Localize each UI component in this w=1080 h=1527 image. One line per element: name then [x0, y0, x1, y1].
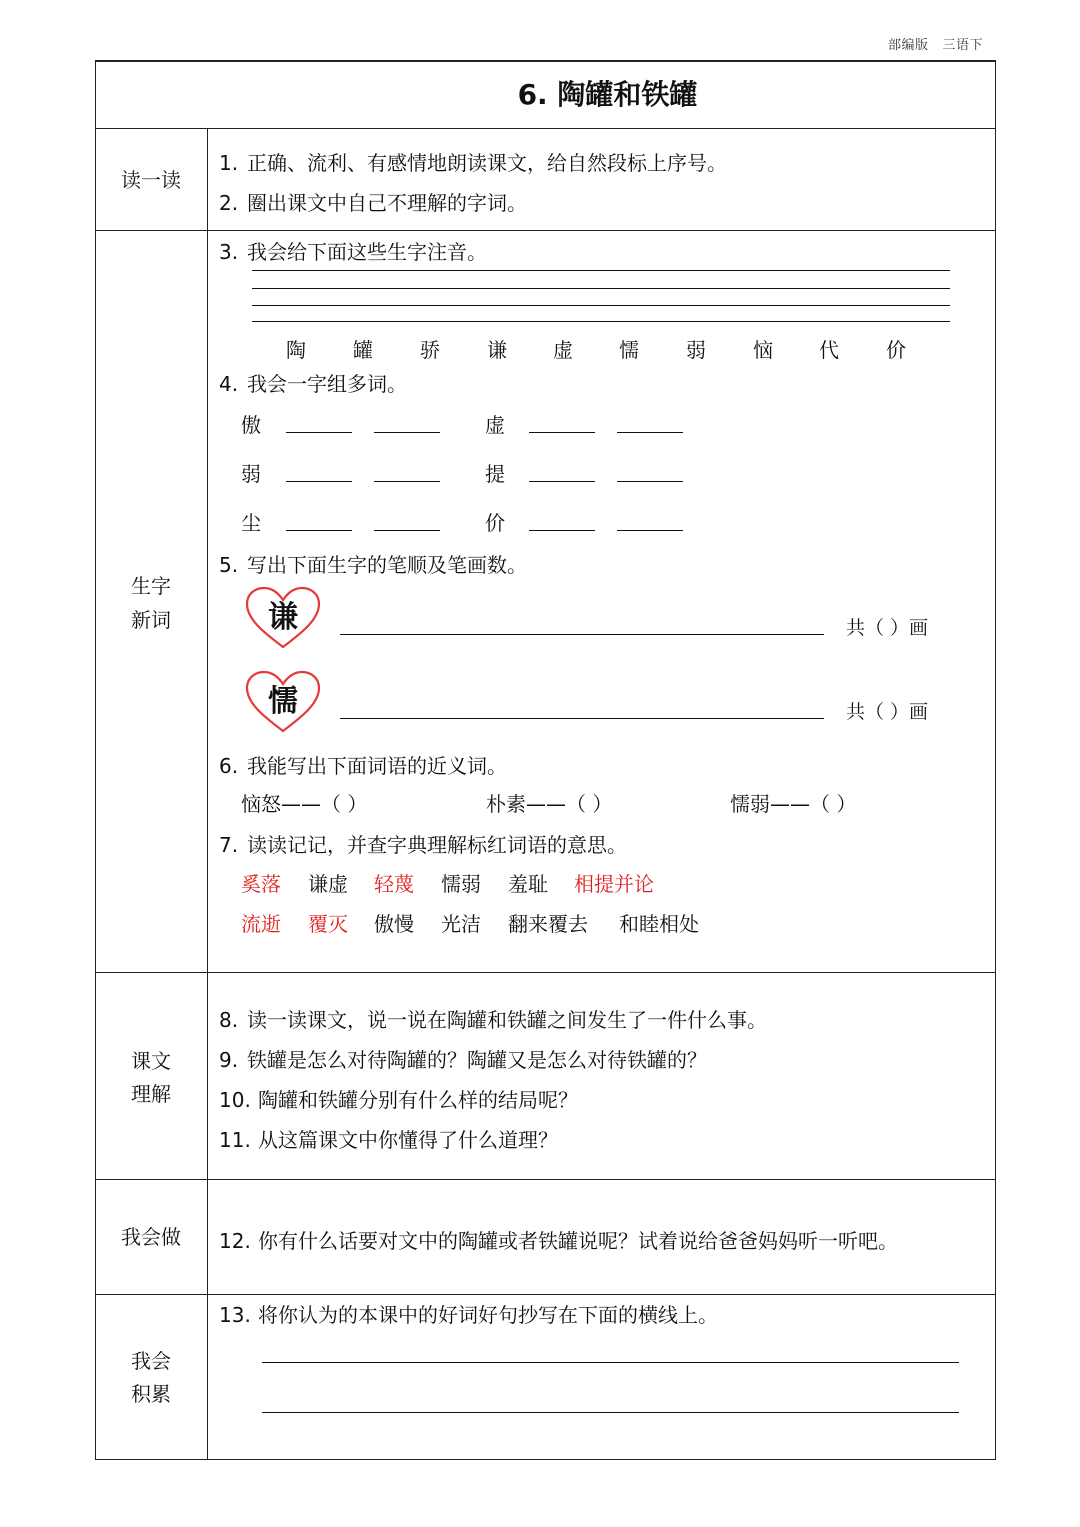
- vocab-word: 和睦相处: [619, 912, 699, 936]
- stroke-order-line[interactable]: [340, 718, 824, 719]
- synonym-item: 恼怒——（ ）: [241, 792, 368, 816]
- row-divider: [95, 128, 995, 129]
- pinyin-char: 虚: [553, 338, 573, 362]
- vocab-word: 光洁: [441, 912, 481, 936]
- word-group-char: 尘: [241, 511, 261, 535]
- section-understand-label-1: 课文: [131, 1049, 171, 1073]
- question-10: [219, 1084, 578, 1113]
- highlighted-word: 轻蔑: [374, 872, 414, 896]
- question-number: 8.: [219, 1008, 239, 1032]
- question-text: 陶罐和铁罐分别有什么样的结局呢？: [258, 1088, 578, 1112]
- word-group-char: 提: [485, 462, 505, 486]
- answer-blank[interactable]: [529, 530, 595, 531]
- answer-blank[interactable]: [286, 432, 352, 433]
- synonym-item: 朴素——（ ）: [486, 792, 613, 816]
- stroke-count-label: 共（ ）画: [846, 617, 929, 639]
- question-number: 11.: [219, 1128, 251, 1152]
- answer-blank[interactable]: [617, 481, 683, 482]
- table-right-border: [995, 60, 996, 1460]
- pinyin-char: 代: [819, 338, 839, 362]
- highlighted-word: 相提并论: [574, 872, 654, 896]
- column-divider: [207, 128, 208, 1460]
- pinyin-char: 骄: [420, 338, 440, 362]
- edition-label: 部编版: [888, 38, 929, 53]
- row-divider: [95, 1294, 995, 1295]
- table-bottom-border: [95, 1459, 995, 1460]
- writing-line[interactable]: [262, 1362, 959, 1363]
- question-12: [219, 1225, 898, 1254]
- question-number: 10.: [219, 1088, 251, 1112]
- answer-blank[interactable]: [374, 530, 440, 531]
- question-8: [219, 1004, 767, 1033]
- question-text: 写出下面生字的笔顺及笔画数。: [247, 553, 527, 577]
- question-2: [219, 187, 527, 216]
- section-do-label: 我会做: [121, 1225, 181, 1249]
- question-number: 13.: [219, 1303, 251, 1327]
- pinyin-char: 谦: [487, 338, 507, 362]
- stroke-char: 懦: [268, 684, 298, 719]
- vocab-word: 懦弱: [441, 872, 481, 896]
- question-number: 2.: [219, 191, 239, 215]
- question-text: 读一读课文，说一说在陶罐和铁罐之间发生了一件什么事。: [247, 1008, 767, 1032]
- section-understand-label-2: 理解: [131, 1082, 171, 1106]
- pinyin-char: 陶: [286, 338, 306, 362]
- answer-blank[interactable]: [529, 432, 595, 433]
- question-1: [219, 147, 727, 176]
- question-number: 12.: [219, 1229, 251, 1253]
- pinyin-char: 价: [886, 338, 906, 362]
- pinyin-char: 恼: [753, 338, 773, 362]
- pinyin-line: [252, 321, 950, 322]
- question-text: 正确、流利、有感情地朗读课文，给自然段标上序号。: [247, 151, 727, 175]
- question-number: 9.: [219, 1048, 239, 1072]
- pinyin-char: 罐: [353, 338, 373, 362]
- stroke-char: 谦: [268, 600, 298, 635]
- highlighted-word: 流逝: [241, 912, 281, 936]
- answer-blank[interactable]: [529, 481, 595, 482]
- vocab-word: 羞耻: [508, 872, 548, 896]
- writing-line[interactable]: [262, 1412, 959, 1413]
- grade-label: 三语下: [942, 38, 984, 53]
- pinyin-line: [252, 288, 950, 289]
- pinyin-char: 弱: [686, 338, 706, 362]
- question-9: [219, 1044, 707, 1073]
- question-number: 4.: [219, 372, 239, 396]
- word-group-char: 弱: [241, 462, 261, 486]
- section-accumulate-label-2: 积累: [131, 1382, 171, 1406]
- question-4: [219, 368, 407, 397]
- section-vocab-label-2: 新词: [131, 608, 171, 632]
- stroke-count-label: 共（ ）画: [846, 701, 929, 723]
- vocab-word: 谦虚: [308, 872, 348, 896]
- synonym-item: 懦弱——（ ）: [730, 792, 857, 816]
- word-group-char: 价: [485, 511, 505, 535]
- word-group-char: 傲: [241, 413, 261, 437]
- question-text: 我会一字组多词。: [247, 372, 407, 396]
- answer-blank[interactable]: [617, 530, 683, 531]
- highlighted-word: 奚落: [241, 872, 281, 896]
- answer-blank[interactable]: [374, 481, 440, 482]
- section-accumulate-label-1: 我会: [131, 1349, 171, 1373]
- question-text: 你有什么话要对文中的陶罐或者铁罐说呢？试着说给爸爸妈妈听一听吧。: [258, 1229, 898, 1253]
- question-text: 铁罐是怎么对待陶罐的？陶罐又是怎么对待铁罐的？: [247, 1048, 707, 1072]
- question-number: 1.: [219, 151, 239, 175]
- question-text: 将你认为的本课中的好词好句抄写在下面的横线上。: [258, 1303, 718, 1327]
- question-11: [219, 1124, 558, 1153]
- answer-blank[interactable]: [286, 481, 352, 482]
- vocab-word: 翻来覆去: [508, 912, 588, 936]
- question-text: 从这篇课文中你懂得了什么道理？: [258, 1128, 558, 1152]
- page-title: 6. 陶罐和铁罐: [517, 78, 698, 111]
- word-group-char: 虚: [485, 413, 505, 437]
- question-text: 读读记记，并查字典理解标红词语的意思。: [247, 833, 627, 857]
- question-13: [219, 1299, 718, 1328]
- question-7: [219, 829, 627, 858]
- row-divider: [95, 1179, 995, 1180]
- edition-tag: [888, 34, 983, 53]
- question-3: [219, 236, 487, 265]
- vocab-word: 傲慢: [374, 912, 414, 936]
- pinyin-line: [252, 270, 950, 271]
- question-5: [219, 549, 527, 578]
- question-number: 3.: [219, 240, 239, 264]
- section-vocab-label-1: 生字: [131, 574, 171, 598]
- section-read-label: 读一读: [121, 168, 181, 192]
- question-6: [219, 750, 507, 779]
- row-divider: [95, 230, 995, 231]
- question-number: 6.: [219, 754, 239, 778]
- question-text: 圈出课文中自己不理解的字词。: [247, 191, 527, 215]
- highlighted-word: 覆灭: [308, 912, 348, 936]
- answer-blank[interactable]: [617, 432, 683, 433]
- answer-blank[interactable]: [374, 432, 440, 433]
- pinyin-line: [252, 305, 950, 306]
- answer-blank[interactable]: [286, 530, 352, 531]
- row-divider: [95, 972, 995, 973]
- question-number: 7.: [219, 833, 239, 857]
- question-number: 5.: [219, 553, 239, 577]
- question-text: 我能写出下面词语的近义词。: [247, 754, 507, 778]
- question-text: 我会给下面这些生字注音。: [247, 240, 487, 264]
- pinyin-char: 懦: [619, 338, 639, 362]
- stroke-order-line[interactable]: [340, 634, 824, 635]
